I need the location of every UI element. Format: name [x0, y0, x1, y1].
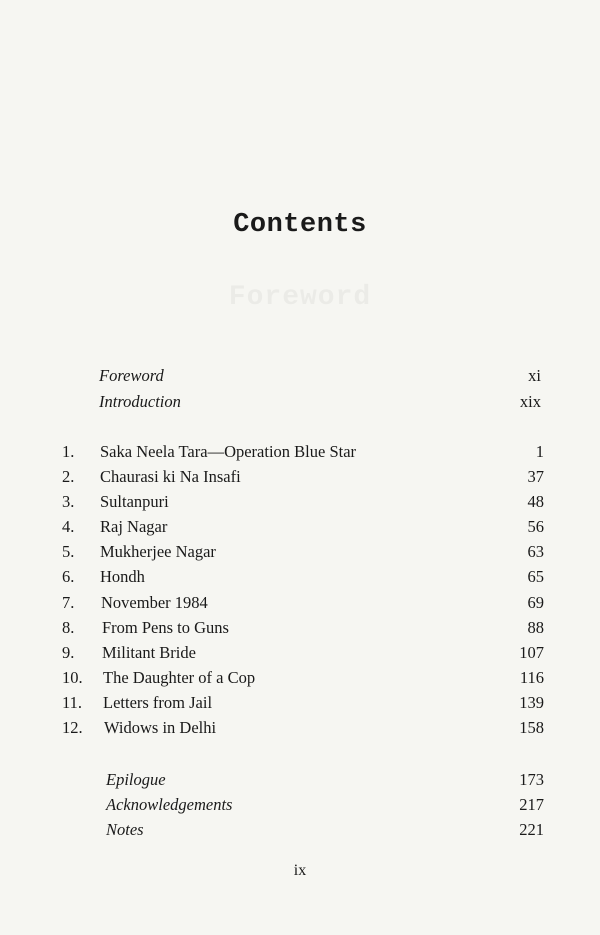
- chapter-title: Chaurasi ki Na Insafi: [100, 467, 241, 486]
- chapter-number: 7.: [62, 593, 75, 612]
- chapter-title: Widows in Delhi: [104, 718, 217, 737]
- toc-chapter-9: [0, 643, 600, 667]
- toc-entry-introduction: [0, 392, 600, 416]
- chapter-number: 8.: [62, 618, 75, 637]
- toc-entry-label: Epilogue: [106, 770, 166, 789]
- toc-chapter-5: [0, 542, 600, 566]
- chapter-page: 158: [519, 718, 544, 737]
- chapter-title: Hondh: [100, 567, 145, 586]
- chapter-title: Militant Bride: [102, 643, 196, 662]
- toc-entry-label: Notes: [106, 820, 144, 839]
- toc-entry-epilogue: [0, 770, 600, 794]
- chapter-number: 3.: [62, 492, 75, 511]
- page-title: Contents: [233, 210, 367, 240]
- toc-chapter-8: [0, 618, 600, 642]
- chapter-page: 88: [527, 618, 544, 637]
- chapter-title: Mukherjee Nagar: [100, 542, 216, 561]
- chapter-page: 116: [519, 668, 544, 687]
- chapter-page: 65: [527, 567, 544, 586]
- chapter-title: Sultanpuri: [100, 492, 169, 511]
- chapter-number: 11.: [62, 693, 83, 712]
- toc-chapter-11: [0, 693, 600, 717]
- toc-chapter-12: [0, 718, 600, 742]
- toc-chapter-10: [0, 668, 600, 692]
- chapter-page: 37: [527, 467, 544, 486]
- toc-entry-page: xi: [528, 366, 541, 385]
- toc-chapter-4: [0, 517, 600, 541]
- show-through-text: [0, 282, 600, 313]
- chapter-number: 5.: [62, 542, 75, 561]
- toc-chapter-7: [0, 593, 600, 617]
- chapter-page: 107: [519, 643, 544, 662]
- toc-entry-label: Acknowledgements: [106, 795, 233, 814]
- toc-chapter-2: [0, 467, 600, 491]
- toc-entry-notes: [0, 820, 600, 844]
- chapter-page: 139: [519, 693, 544, 712]
- toc-entry-foreword: [0, 366, 600, 390]
- toc-entry-label: Foreword: [99, 366, 164, 385]
- toc-entry-acknowledgements: [0, 795, 600, 819]
- toc-entry-page: xix: [519, 392, 541, 411]
- chapter-page: 48: [527, 492, 544, 511]
- chapter-title: November 1984: [101, 593, 208, 612]
- toc-entry-page: 217: [519, 795, 544, 814]
- page-number: ix: [293, 862, 307, 879]
- chapter-number: 1.: [62, 442, 75, 461]
- toc-chapter-3: [0, 492, 600, 516]
- chapter-title: Letters from Jail: [103, 693, 213, 712]
- chapter-title: The Daughter of a Cop: [103, 668, 256, 687]
- chapter-page: 63: [527, 542, 544, 561]
- chapter-number: 4.: [62, 517, 75, 536]
- toc-chapter-1: [0, 442, 600, 466]
- chapter-page: 69: [527, 593, 544, 612]
- chapter-number: 6.: [62, 567, 75, 586]
- chapter-title: Saka Neela Tara—Operation Blue Star: [100, 442, 357, 461]
- chapter-number: 9.: [62, 643, 75, 662]
- toc-entry-label: Introduction: [99, 392, 181, 411]
- toc-chapter-6: [0, 567, 600, 591]
- chapter-page: 56: [527, 517, 544, 536]
- chapter-title: Raj Nagar: [100, 517, 168, 536]
- chapter-number: 10.: [62, 668, 83, 687]
- chapter-page: 1: [535, 442, 544, 461]
- chapter-number: 12.: [62, 718, 83, 737]
- toc-entry-page: 221: [519, 820, 544, 839]
- chapter-number: 2.: [62, 467, 75, 486]
- chapter-title: From Pens to Guns: [102, 618, 229, 637]
- toc-entry-page: 173: [519, 770, 544, 789]
